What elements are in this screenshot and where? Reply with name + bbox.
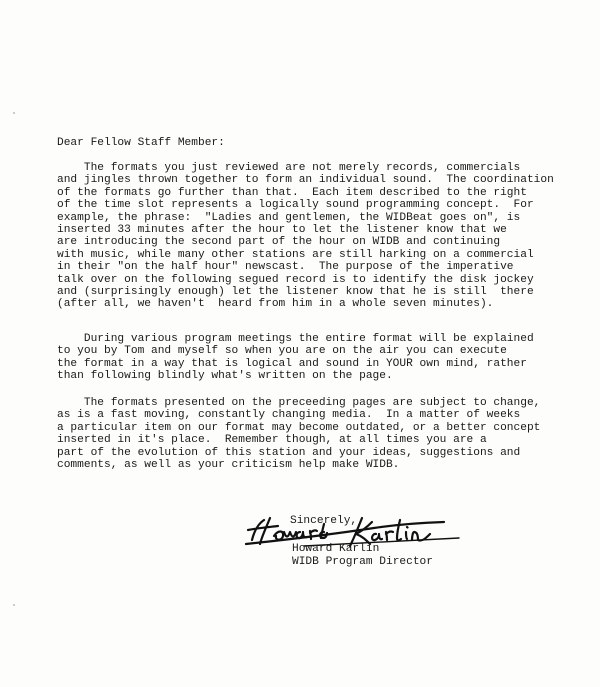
text-line: and jingles thrown together to form an individual sound. The coordination [57,174,554,187]
closing-salutation: Sincerely, [290,515,358,527]
text-line: the format in a way that is logical and sound in YOUR own mind, rather [57,357,527,370]
text-line: comments, as well as your criticism help make WIDB. [57,458,400,471]
text-line: a particular item on our format may become outdated, or a better concept [57,421,541,434]
text-line: of the formats go further than that. Each item described to the right [57,186,527,199]
paragraph-2 [57,333,587,383]
text-line: (after all, we haven't heard from him in a whole seven minutes). [57,298,494,311]
text-line: part of the evolution of this station and your ideas, suggestions and [57,446,521,459]
text-line: to you by Tom and myself so when you are on the air you can execute [57,345,507,358]
salutation: Dear Fellow Staff Member: [57,137,225,149]
signer-name: Howard Karlin [292,543,380,555]
text-line: as is a fast moving, constantly changing media. In a matter of weeks [57,409,521,422]
paper-speck [13,112,15,114]
text-line: The formats you just reviewed are not merely records, commercials [57,162,521,174]
text-line: and (surprisingly enough) let the listener know that he is still there [57,285,534,298]
text-line: example, the phrase: "Ladies and gentlemen, the WIDBeat goes on", is [57,211,521,224]
text-line: in their "on the half hour" newscast. The purpose of the imperative [57,261,514,274]
text-line: than following blindly what's written on the page. [57,370,393,383]
text-line: inserted 33 minutes after the hour to let the listener know that we [57,223,507,236]
paper-speck [13,604,15,606]
paragraph-3 [57,397,587,471]
text-line: are introducing the second part of the hour on WIDB and continuing [57,236,501,249]
text-line: The formats presented on the preceeding pages are subject to change, [57,397,541,409]
signer-title: WIDB Program Director [292,556,433,568]
text-line: During various program meetings the entire format will be explained [57,333,534,345]
paragraph-1 [57,162,587,311]
text-line: of the time slot represents a logically sound programming concept. For [57,199,534,212]
text-line: talk over on the following segued record is to identify the disk jockey [57,273,534,286]
text-line: with music, while many other stations are still harking on a commercial [57,248,534,261]
text-line: inserted in it's place. Remember though, at all times you are a [57,434,487,447]
